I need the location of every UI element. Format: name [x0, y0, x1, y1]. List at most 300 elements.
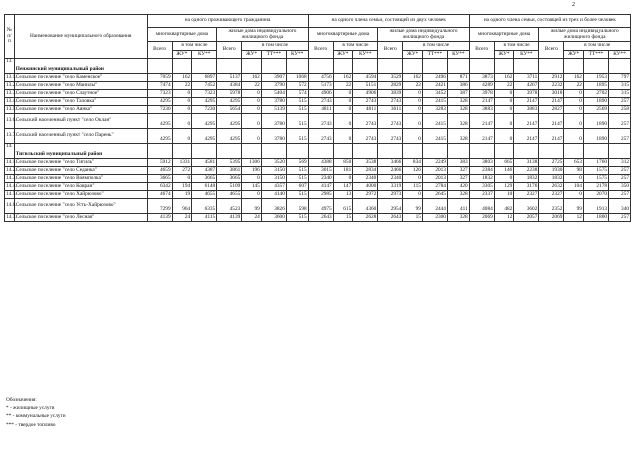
value-cell: 1575: [583, 175, 608, 183]
value-cell: 4659: [147, 167, 172, 175]
value-cell: [608, 144, 630, 159]
value-cell: 181: [333, 167, 353, 175]
table-row: [5, 159, 631, 167]
header-individual: жилые дома индивидуального жилищного фонда: [378, 28, 469, 42]
value-cell: 2340: [353, 175, 378, 183]
table-row: [5, 183, 631, 191]
value-cell: 850: [333, 159, 353, 167]
header-ku: КУ**: [514, 51, 539, 59]
value-cell: 7452: [192, 82, 217, 90]
value-cell: 7299: [147, 199, 172, 214]
table-row: [5, 214, 631, 222]
value-cell: 0: [242, 114, 262, 129]
value-cell: [422, 59, 447, 74]
value-cell: 0: [333, 175, 353, 183]
value-cell: 7323: [147, 90, 172, 98]
value-cell: 2743: [378, 98, 403, 106]
value-cell: 327: [447, 175, 469, 183]
value-cell: 482: [494, 199, 514, 214]
value-cell: 2352: [539, 199, 564, 214]
value-cell: 2743: [353, 129, 378, 144]
row-number: 13.1.: [6, 73, 17, 80]
value-cell: 598: [286, 199, 308, 214]
value-cell: 2827: [539, 106, 564, 114]
value-cell: [514, 59, 539, 74]
value-cell: [192, 144, 217, 159]
value-cell: 315: [608, 90, 630, 98]
value-cell: 2340: [308, 175, 333, 183]
header-total: Всего: [469, 42, 494, 59]
value-cell: 0: [494, 175, 514, 183]
value-cell: 4289: [469, 82, 494, 90]
value-cell: 1953: [583, 74, 608, 82]
value-cell: 2147: [539, 98, 564, 106]
value-cell: 15: [333, 214, 353, 222]
table-row: [5, 74, 631, 82]
value-cell: 13: [333, 191, 353, 199]
value-cell: 387: [447, 90, 469, 98]
value-cell: 3600: [261, 214, 286, 222]
value-cell: 3711: [514, 74, 539, 82]
value-cell: 2643: [308, 214, 333, 222]
row-name: Сельское поселение "село Манилы": [14, 82, 147, 90]
row-name: Сельское поселение "село Седанка": [14, 167, 147, 175]
value-cell: 15: [403, 214, 423, 222]
value-cell: [308, 59, 333, 74]
value-cell: 196: [242, 167, 262, 175]
value-cell: 2147: [539, 114, 564, 129]
header-tt: ТТ***: [422, 51, 447, 59]
value-cell: [447, 144, 469, 159]
value-cell: 3883: [514, 106, 539, 114]
value-cell: 3283: [422, 106, 447, 114]
value-cell: [378, 59, 403, 74]
value-cell: 3176: [514, 183, 539, 191]
value-cell: 4756: [308, 74, 333, 82]
legend-item: *** - твердое топливо: [6, 421, 56, 428]
header-including: в том числе: [564, 42, 631, 51]
value-cell: 2725: [539, 159, 564, 167]
header-zhu: ЖУ*: [494, 51, 514, 59]
value-cell: 0: [172, 129, 192, 144]
value-cell: 0: [564, 175, 584, 183]
row-name: Пенжинский муниципальный район: [14, 59, 147, 74]
value-cell: 4139: [217, 214, 242, 222]
value-cell: 4139: [147, 214, 172, 222]
value-cell: 0: [242, 106, 262, 114]
header-zhu: ЖУ*: [403, 51, 423, 59]
value-cell: 312: [608, 159, 630, 167]
value-cell: 2421: [422, 82, 447, 90]
value-cell: 3520: [261, 159, 286, 167]
row-name: Сельское поселение "село Хайрюзово": [14, 191, 147, 199]
value-cell: 3611: [378, 106, 403, 114]
row-number: 14.: [5, 144, 15, 159]
row-name: Сельское поселение "село Каменское": [14, 74, 147, 82]
value-cell: 1832: [539, 175, 564, 183]
value-cell: 2340: [378, 175, 403, 183]
value-cell: 2178: [583, 183, 608, 191]
value-cell: 515: [286, 167, 308, 175]
value-cell: 4267: [514, 82, 539, 90]
header-no: № п/п: [5, 15, 15, 59]
value-cell: 3790: [261, 82, 286, 90]
value-cell: 4581: [192, 159, 217, 167]
value-cell: 5978: [217, 90, 242, 98]
value-cell: 2632: [539, 183, 564, 191]
value-cell: 3780: [261, 114, 286, 129]
value-cell: 19: [172, 191, 192, 199]
value-cell: [583, 59, 608, 74]
value-cell: 0: [333, 129, 353, 144]
value-cell: 3319: [378, 183, 403, 191]
value-cell: [242, 59, 262, 74]
value-cell: 4295: [147, 98, 172, 106]
table-row: [5, 90, 631, 98]
value-cell: 2743: [378, 129, 403, 144]
value-cell: 2954: [378, 199, 403, 214]
value-cell: 3150: [261, 167, 286, 175]
value-cell: 4906: [308, 90, 333, 98]
value-cell: 1890: [583, 98, 608, 106]
value-cell: 2829: [378, 82, 403, 90]
value-cell: 574: [286, 90, 308, 98]
value-cell: 615: [333, 199, 353, 214]
value-cell: 0: [403, 98, 423, 106]
value-cell: 162: [172, 74, 192, 82]
value-cell: 2743: [378, 114, 403, 129]
value-cell: 2985: [308, 191, 333, 199]
header-ku: КУ**: [192, 51, 217, 59]
header-total: Всего: [378, 42, 403, 59]
value-cell: 4295: [192, 114, 217, 129]
value-cell: 3466: [378, 159, 403, 167]
value-cell: 4295: [147, 129, 172, 144]
row-number: 14.7.: [6, 213, 17, 220]
header-individual: жилые дома индивидуального жилищного фонда: [217, 28, 308, 42]
value-cell: 2147: [469, 129, 494, 144]
table-row: [5, 98, 631, 106]
value-cell: 3861: [217, 167, 242, 175]
legend-title: Обозначения:: [6, 397, 37, 403]
value-cell: 147: [333, 183, 353, 191]
value-cell: 1068: [286, 74, 308, 82]
value-cell: 328: [447, 191, 469, 199]
value-cell: 5151: [353, 82, 378, 90]
value-cell: 327: [447, 167, 469, 175]
value-cell: 0: [333, 106, 353, 114]
value-cell: [494, 144, 514, 159]
header-including: в том числе: [494, 42, 539, 51]
value-cell: 0: [333, 98, 353, 106]
value-cell: [469, 59, 494, 74]
value-cell: 2973: [378, 191, 403, 199]
value-cell: 5654: [217, 106, 242, 114]
value-cell: 162: [242, 74, 262, 82]
value-cell: 0: [564, 114, 584, 129]
value-cell: 5109: [217, 183, 242, 191]
value-cell: 328: [447, 106, 469, 114]
value-cell: 3452: [422, 90, 447, 98]
value-cell: 350: [608, 183, 630, 191]
value-cell: 4655: [192, 191, 217, 199]
value-cell: 2415: [422, 114, 447, 129]
value-cell: 2972: [353, 191, 378, 199]
value-cell: 411: [447, 199, 469, 214]
value-cell: 4115: [192, 214, 217, 222]
value-cell: [261, 59, 286, 74]
header-ku: КУ**: [608, 51, 630, 59]
value-cell: 4811: [353, 106, 378, 114]
value-cell: 4384: [217, 82, 242, 90]
value-cell: 4000: [353, 183, 378, 191]
value-cell: 22: [242, 82, 262, 90]
value-cell: 420: [447, 183, 469, 191]
value-cell: 162: [333, 74, 353, 82]
cost-table: [4, 14, 631, 222]
value-cell: 2069: [539, 214, 564, 222]
value-cell: 0: [403, 106, 423, 114]
value-cell: 2743: [308, 129, 333, 144]
value-cell: [353, 144, 378, 159]
header-zhu: ЖУ*: [564, 51, 584, 59]
value-cell: 0: [494, 114, 514, 129]
value-cell: 515: [286, 98, 308, 106]
value-cell: 257: [608, 98, 630, 106]
table-row: [5, 167, 631, 175]
value-cell: 3780: [261, 98, 286, 106]
value-cell: 2743: [353, 114, 378, 129]
value-cell: [469, 144, 494, 159]
value-cell: 2643: [378, 214, 403, 222]
value-cell: 2444: [422, 199, 447, 214]
header-mkd: многоквартирные дома: [469, 28, 539, 42]
value-cell: [494, 59, 514, 74]
value-cell: 3803: [469, 159, 494, 167]
value-cell: 7323: [192, 90, 217, 98]
value-cell: [539, 144, 564, 159]
value-cell: 4295: [192, 98, 217, 106]
value-cell: 4360: [353, 199, 378, 214]
value-cell: 22: [494, 82, 514, 90]
value-cell: 328: [447, 214, 469, 222]
value-cell: 7230: [192, 106, 217, 114]
value-cell: 3978: [514, 90, 539, 98]
value-cell: 115: [403, 183, 423, 191]
value-cell: 2238: [514, 167, 539, 175]
value-cell: [333, 144, 353, 159]
value-cell: [147, 59, 172, 74]
value-cell: 1832: [469, 175, 494, 183]
value-cell: 2496: [422, 74, 447, 82]
value-cell: 0: [564, 106, 584, 114]
value-cell: 871: [447, 74, 469, 82]
value-cell: 7474: [147, 82, 172, 90]
value-cell: 2834: [353, 167, 378, 175]
value-cell: 7059: [147, 74, 172, 82]
value-cell: [539, 59, 564, 74]
legend-notes: [6, 396, 66, 429]
header-group-single: на одного проживающего гражданина: [147, 15, 308, 28]
value-cell: 257: [608, 191, 630, 199]
value-cell: [286, 144, 308, 159]
value-cell: 4295: [147, 114, 172, 129]
header-tt: ТТ***: [261, 51, 286, 59]
value-cell: 2466: [378, 167, 403, 175]
value-cell: 0: [564, 98, 584, 106]
value-cell: 0: [403, 90, 423, 98]
row-name: Сельское поселение "село Ковран": [14, 183, 147, 191]
value-cell: [447, 59, 469, 74]
value-cell: 24: [242, 214, 262, 222]
value-cell: 2147: [514, 98, 539, 106]
value-cell: 340: [608, 199, 630, 214]
header-including: в том числе: [172, 42, 217, 51]
value-cell: 4357: [261, 183, 286, 191]
table-row: [5, 191, 631, 199]
header-total: Всего: [308, 42, 333, 59]
header-ku: КУ**: [353, 51, 378, 59]
row-number: 13.4.: [6, 97, 17, 104]
value-cell: 257: [608, 167, 630, 175]
value-cell: 2415: [422, 129, 447, 144]
value-cell: 0: [564, 90, 584, 98]
value-cell: 4975: [308, 199, 333, 214]
value-cell: 3826: [261, 199, 286, 214]
row-name: Сельское поселение "село Лесная": [14, 214, 147, 222]
value-cell: 515: [286, 129, 308, 144]
value-cell: 3538: [353, 159, 378, 167]
value-cell: 0: [172, 175, 192, 183]
value-cell: 1800: [583, 214, 608, 222]
value-cell: 4140: [261, 191, 286, 199]
row-name: Сельское поселение "село Усть-Хайрюзово": [14, 199, 147, 214]
value-cell: 1331: [172, 159, 192, 167]
value-cell: 2249: [422, 159, 447, 167]
value-cell: 665: [494, 159, 514, 167]
value-cell: 22: [564, 82, 584, 90]
value-cell: 2147: [514, 129, 539, 144]
value-cell: 797: [608, 74, 630, 82]
value-cell: 834: [403, 159, 423, 167]
value-cell: 3873: [469, 74, 494, 82]
header-name: Наименование муниципального образования: [14, 15, 147, 59]
value-cell: 257: [608, 114, 630, 129]
value-cell: 2384: [469, 167, 494, 175]
row-number: 14.5.: [6, 190, 17, 197]
value-cell: [172, 59, 192, 74]
value-cell: 3665: [192, 175, 217, 183]
table-row: [5, 82, 631, 90]
value-cell: 2645: [422, 191, 447, 199]
row-number: 14.4.: [6, 182, 17, 189]
value-cell: [514, 144, 539, 159]
value-cell: 4523: [217, 199, 242, 214]
value-cell: 0: [333, 90, 353, 98]
value-cell: 3305: [469, 183, 494, 191]
value-cell: 5137: [217, 74, 242, 82]
value-cell: 0: [242, 175, 262, 183]
row-name: Сельское поселение "село Тигиль": [14, 159, 147, 167]
value-cell: 99: [564, 199, 584, 214]
section-row: [5, 144, 631, 159]
value-cell: 3883: [469, 106, 494, 114]
value-cell: 2784: [422, 183, 447, 191]
header-total: Всего: [539, 42, 564, 59]
value-cell: 5139: [261, 106, 286, 114]
value-cell: 6897: [192, 74, 217, 82]
value-cell: 3665: [147, 175, 172, 183]
value-cell: [217, 144, 242, 159]
header-individual: жилые дома индивидуального жилищного фонда: [539, 28, 631, 42]
value-cell: 4655: [217, 191, 242, 199]
value-cell: 3602: [514, 199, 539, 214]
value-cell: 2569: [583, 106, 608, 114]
value-cell: 194: [172, 183, 192, 191]
value-cell: 0: [494, 129, 514, 144]
value-cell: [403, 59, 423, 74]
value-cell: 2057: [514, 214, 539, 222]
value-cell: 328: [447, 129, 469, 144]
value-cell: 386: [447, 82, 469, 90]
value-cell: 2743: [308, 114, 333, 129]
row-number: 13.6.: [5, 114, 15, 129]
row-name: Сельское поселение "село Таловка": [14, 98, 147, 106]
value-cell: 2013: [422, 175, 447, 183]
value-cell: 0: [403, 175, 423, 183]
value-cell: 1930: [539, 167, 564, 175]
row-name: Сельское поселение "село Слаутное": [14, 90, 147, 98]
value-cell: 569: [286, 159, 308, 167]
value-cell: 257: [608, 175, 630, 183]
value-cell: [172, 144, 192, 159]
value-cell: 515: [286, 106, 308, 114]
value-cell: 2070: [583, 191, 608, 199]
value-cell: 12: [564, 214, 584, 222]
table-row: [5, 114, 631, 129]
value-cell: 515: [286, 214, 308, 222]
page-number: 2: [572, 2, 575, 8]
value-cell: 129: [494, 183, 514, 191]
value-cell: 258: [608, 106, 630, 114]
value-cell: 2337: [469, 191, 494, 199]
table-row: [5, 199, 631, 214]
value-cell: 4594: [353, 74, 378, 82]
value-cell: 0: [172, 106, 192, 114]
header-including: в том числе: [403, 42, 469, 51]
value-cell: 1913: [583, 199, 608, 214]
header-zhu: ЖУ*: [242, 51, 262, 59]
header-total: Всего: [147, 42, 172, 59]
value-cell: 607: [286, 183, 308, 191]
value-cell: 3978: [469, 90, 494, 98]
header-ku: КУ**: [286, 51, 308, 59]
value-cell: 12: [494, 214, 514, 222]
value-cell: 2300: [422, 214, 447, 222]
value-cell: 162: [564, 74, 584, 82]
value-cell: [608, 59, 630, 74]
header-total: Всего: [217, 42, 242, 59]
value-cell: 7230: [147, 106, 172, 114]
value-cell: 3138: [514, 159, 539, 167]
value-cell: 4906: [353, 90, 378, 98]
row-name: Сельское поселение "село Воямполка": [14, 175, 147, 183]
value-cell: 2232: [539, 82, 564, 90]
value-cell: 6335: [192, 199, 217, 214]
value-cell: 162: [494, 74, 514, 82]
value-cell: [564, 144, 584, 159]
value-cell: 1575: [583, 167, 608, 175]
